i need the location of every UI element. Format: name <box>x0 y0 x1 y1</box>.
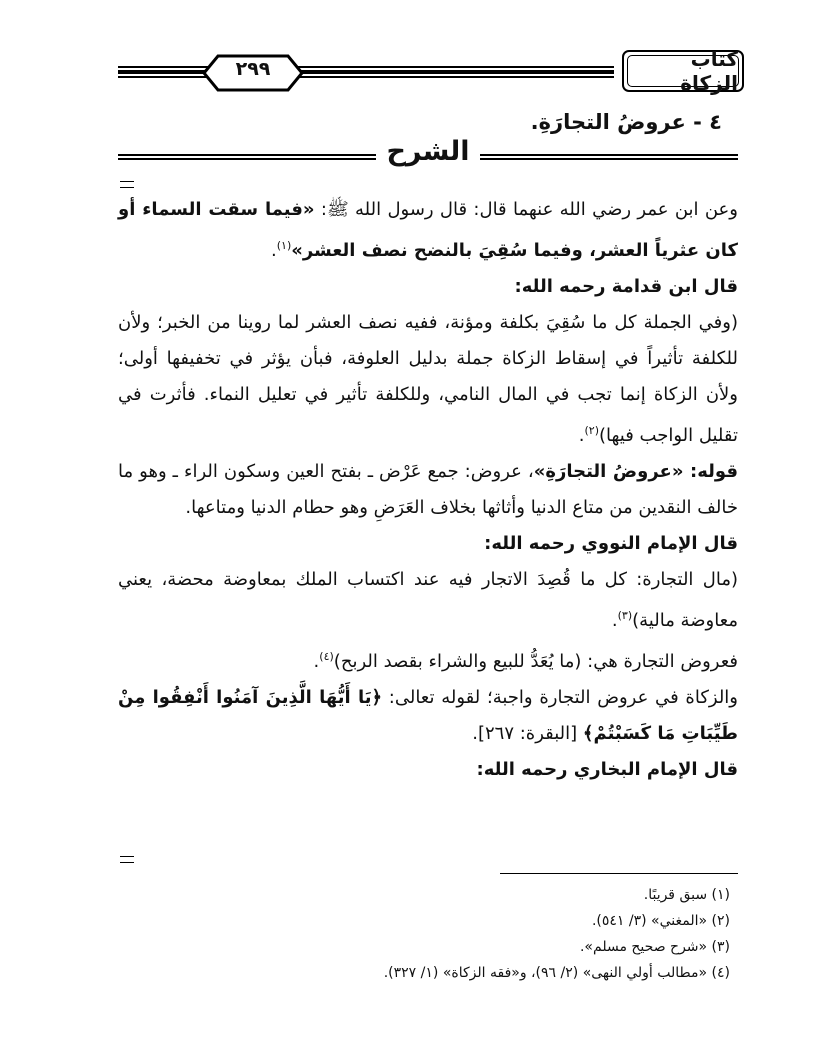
main-text <box>118 192 738 788</box>
page-number-badge <box>188 52 318 94</box>
body-paragraph <box>118 192 738 269</box>
footnote-ref: (٣) <box>617 609 633 622</box>
footnote-ref: (٢) <box>584 424 599 437</box>
body-paragraph <box>118 269 738 305</box>
bold-text: قال الإمام النووي رحمه الله: <box>484 533 738 554</box>
footnotes <box>170 882 730 986</box>
page-number: ٢٩٩ <box>235 58 271 80</box>
book-title-box <box>622 47 744 95</box>
section-heading: ٤ - عروضُ التجارَةِ. <box>530 110 722 134</box>
footnote-ref: (٤) <box>319 650 334 663</box>
text-segment: (مال التجارة: كل ما قُصِدَ الاتجار فيه عند اكتساب الملك بمعاوضة محضة، يعني معاوضة مالية) <box>118 569 738 631</box>
bold-text: قال الإمام البخاري رحمه الله: <box>476 759 738 780</box>
footnote-ref: (١) <box>276 239 292 252</box>
text-segment: . <box>611 610 618 631</box>
running-header <box>118 48 744 98</box>
text-segment: والزكاة في عروض التجارة واجبة؛ لقوله تعالى: <box>382 687 738 708</box>
text-segment: . <box>270 240 277 261</box>
divider-line-right <box>480 154 738 160</box>
text-segment: . <box>313 651 320 672</box>
body-paragraph <box>118 305 738 454</box>
margin-mark <box>120 181 134 188</box>
text-segment: فعروض التجارة هي: (ما يُعَدُّ للبيع والشراء بقصد الربح) <box>333 651 738 672</box>
sharh-divider <box>118 136 738 180</box>
footnote: (١) سبق قريبًا. <box>643 887 730 903</box>
footnote: (٣) «شرح صحيح مسلم». <box>579 939 730 955</box>
divider-line-left <box>118 154 376 160</box>
text-segment: وعن ابن عمر رضي الله عنهما قال: قال رسول الله ﷺ: <box>314 199 738 220</box>
body-paragraph <box>118 562 738 639</box>
bold-text: قوله: <box>683 461 738 482</box>
sharh-heading: الشرح <box>386 136 470 167</box>
footnote: (٤) «مطالب أولي النهى» (٢/ ٩٦)، و«فقه الزكاة» (١/ ٣٢٧). <box>383 965 730 981</box>
text-segment: ، عروض: جمع عَرْض ـ بفتح العين وسكون الراء ـ وهو ما خالف النقدين من متاع الدنيا وأثاثها بخلاف العَرَضِ وهو حطام الدنيا ومتاعها. <box>118 461 738 518</box>
text-segment: [البقرة: ٢٦٧]. <box>472 723 583 744</box>
margin-mark <box>120 856 134 863</box>
footnote-separator <box>500 873 738 874</box>
book-title: كتاب الزكاة <box>680 47 738 95</box>
text-segment: . <box>578 425 585 446</box>
body-paragraph <box>118 454 738 526</box>
bold-text: «فيما سقت السماء أو كان عثرياً العشر، وفيما سُقِيَ بالنضح نصف العشر» <box>118 199 738 261</box>
bold-text: قال ابن قدامة رحمه الله: <box>514 276 738 297</box>
footnote: (٢) «المغني» (٣/ ٥٤١). <box>591 913 730 929</box>
body-paragraph <box>118 752 738 788</box>
bold-text: ﴿يَا أَيُّهَا الَّذِينَ آمَنُوا أَنْفِقُوا مِنْ طَيِّبَاتِ مَا كَسَبْتُمْ﴾ <box>118 687 738 744</box>
body-paragraph <box>118 639 738 680</box>
bold-text: «عروضُ التجارَةِ» <box>533 461 684 482</box>
text-segment: (وفي الجملة كل ما سُقِيَ بكلفة ومؤنة، ففيه نصف العشر لما روينا من الخبر؛ ولأن للكلفة تأثيراً في إسقاط الزكاة جملة بدليل العلوفة، فبأن يؤثر في تخفيفها أولى؛ ولأن الزكاة إنما تجب في المال النامي، وللكلفة تأثير في تعليل النماء. فأثرت في تقليل الواجب فيها) <box>118 312 738 446</box>
body-paragraph <box>118 526 738 562</box>
body-paragraph <box>118 680 738 752</box>
